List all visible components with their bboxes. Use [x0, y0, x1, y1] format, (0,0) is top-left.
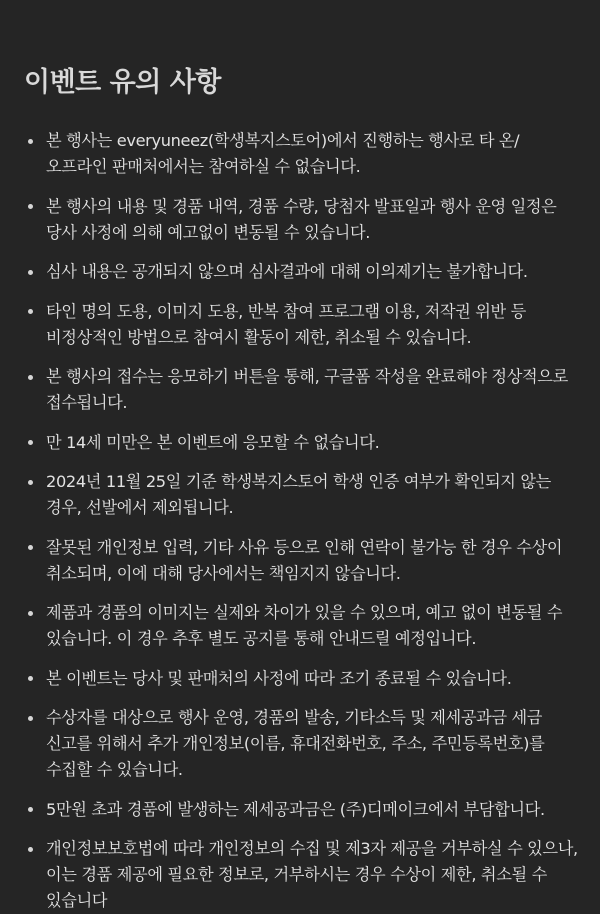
bullet-icon	[28, 545, 33, 550]
notice-list	[24, 128, 578, 914]
notice-item-9	[24, 600, 578, 652]
bullet-icon	[28, 204, 33, 209]
bullet-icon	[28, 375, 33, 380]
notice-item-6	[24, 430, 578, 456]
notice-item-8	[24, 535, 578, 587]
notice-item-4	[24, 299, 578, 351]
bullet-icon	[28, 309, 33, 314]
notice-item-12	[24, 797, 578, 823]
bullet-icon	[28, 611, 33, 616]
notice-text: 수상자를 대상으로 행사 운영, 경품의 발송, 기타소득 및 제세공과금 세금 신고를 위해서 추가 개인정보(이름, 휴대전화번호, 주소, 주민등록번호)를 수집할 수 있습니다.	[46, 708, 545, 779]
notice-item-7	[24, 469, 578, 521]
bullet-icon	[28, 270, 33, 275]
bullet-icon	[28, 676, 33, 681]
notice-text: 개인정보보호법에 따라 개인정보의 수집 및 제3자 제공을 거부하실 수 있으나, 이는 경품 제공에 필요한 정보로, 거부하시는 경우 수상이 제한, 취소될 수 있습니다	[46, 839, 578, 910]
notice-text: 잘못된 개인정보 입력, 기타 사유 등으로 인해 연락이 불가능 한 경우 수상이 취소되며, 이에 대해 당사에서는 책임지지 않습니다.	[46, 537, 563, 583]
notice-item-2	[24, 194, 578, 246]
page-title: 이벤트 유의 사항	[24, 67, 221, 98]
notice-text: 타인 명의 도용, 이미지 도용, 반복 참여 프로그램 이용, 저작권 위반 등 비정상적인 방법으로 참여시 활동이 제한, 취소될 수 있습니다.	[46, 301, 526, 347]
notice-text: 제품과 경품의 이미지는 실제와 차이가 있을 수 있으며, 예고 없이 변동될 수 있습니다. 이 경우 추후 별도 공지를 통해 안내드릴 예정입니다.	[46, 603, 563, 648]
notice-item-13	[24, 836, 578, 914]
notice-text: 본 행사는 everyuneez(학생복지스토어)에서 진행하는 행사로 타 온/오프라인 판매처에서는 참여하실 수 없습니다.	[46, 131, 520, 176]
bullet-icon	[28, 716, 33, 721]
notice-text: 본 이벤트는 당사 및 판매처의 사정에 따라 조기 종료될 수 있습니다.	[46, 668, 512, 688]
bullet-icon	[28, 440, 33, 445]
bullet-icon	[28, 139, 33, 144]
notice-text: 심사 내용은 공개되지 않으며 심사결과에 대해 이의제기는 불가합니다.	[46, 262, 528, 281]
notice-text: 본 행사의 내용 및 경품 내역, 경품 수량, 당첨자 발표일과 행사 운영 일정은 당사 사정에 의해 예고없이 변동될 수 있습니다.	[46, 196, 557, 242]
notice-text: 5만원 초과 경품에 발생하는 제세공과금은 (주)디메이크에서 부담합니다.	[46, 799, 545, 819]
notice-item-11	[24, 705, 578, 783]
notice-item-1	[24, 128, 578, 180]
notice-item-10	[24, 666, 578, 692]
bullet-icon	[28, 807, 33, 812]
notice-text: 만 14세 미만은 본 이벤트에 응모할 수 없습니다.	[46, 432, 380, 452]
bullet-icon	[28, 480, 33, 485]
bullet-icon	[28, 847, 33, 852]
notice-item-5	[24, 364, 578, 416]
notice-item-3	[24, 259, 578, 285]
notice-text: 본 행사의 접수는 응모하기 버튼을 통해, 구글폼 작성을 완료해야 정상적으로 접수됩니다.	[46, 367, 568, 412]
notice-text: 2024년 11월 25일 기준 학생복지스토어 학생 인증 여부가 확인되지 않는 경우, 선발에서 제외됩니다.	[46, 472, 551, 517]
